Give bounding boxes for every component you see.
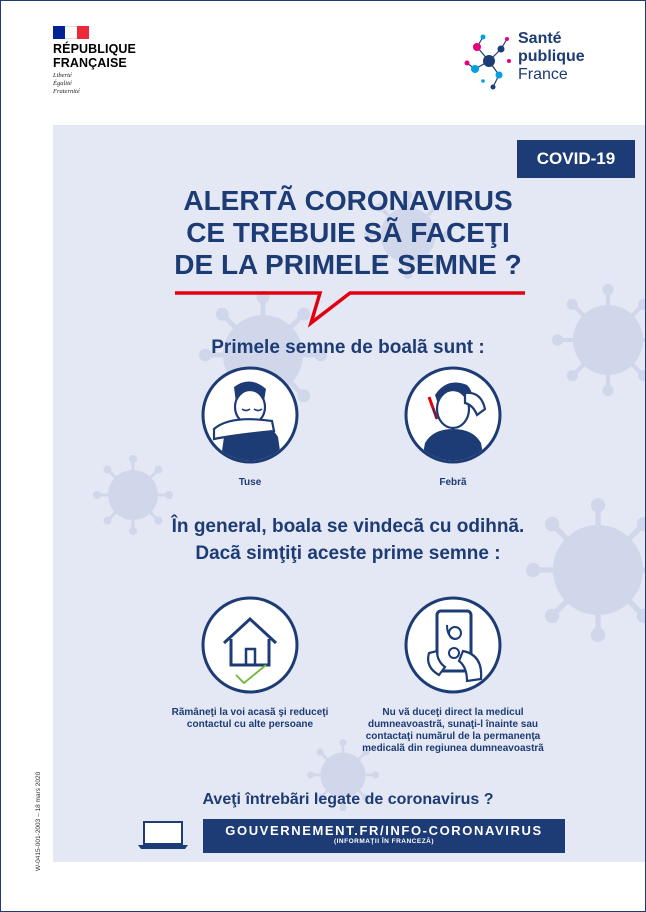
spf-line-sante: Santé (518, 30, 562, 47)
website-language-note: (INFORMAŢII ÎN FRANCEZĂ) (333, 838, 435, 845)
molecule-icon (463, 25, 515, 97)
republique-francaise-logo (53, 26, 153, 96)
title-line-3: DE LA PRIMELE SEMNE ? (174, 249, 522, 280)
title-line-2: CE TREBUIE SÃ FACEŢI (186, 217, 510, 248)
french-flag-icon (53, 26, 89, 39)
advice-heading-line-2: Dacã simţiţi aceste prime semne : (195, 543, 501, 564)
website-link[interactable] (203, 819, 565, 853)
rf-name: RÉPUBLIQUE FRANÇAISE (53, 42, 136, 70)
fever-label: Febrã (439, 477, 467, 488)
cough-label: Tuse (238, 477, 262, 488)
main-title (133, 185, 563, 281)
symptoms-heading: Primele semne de boalã sunt : (211, 337, 485, 358)
advice-heading (113, 513, 583, 567)
website-url[interactable]: GOUVERNEMENT.FR/INFO-CORONAVIRUS (225, 823, 543, 838)
rf-motto (53, 72, 153, 96)
questions-prompt: Aveţi întrebãri legate de coronavirus ? (202, 791, 494, 808)
speech-bubble-tail-icon (175, 289, 527, 329)
spf-line-publique: publique (518, 48, 585, 65)
phone-doctor-icon (403, 595, 503, 695)
content-panel (53, 125, 646, 862)
document-reference: W-0415-001-2003 – 18 mars 2020 (35, 771, 42, 871)
cough-icon (200, 365, 300, 465)
spf-name (518, 30, 585, 84)
spf-line-france: France (518, 66, 568, 83)
call-doctor-label: Nu vã duceţi direct la medicul dumneavoastrã, sunaţi-l înainte sau contactaţi numãrul de la permanenţa medicalã din regiunea dumneavoastrã (362, 707, 544, 754)
laptop-icon (138, 820, 188, 850)
sante-publique-france-logo (463, 25, 613, 97)
advice-heading-line-1: În general, boala se vindecã cu odihnã. (171, 516, 525, 537)
fever-icon (403, 365, 503, 465)
motto-liberte: Liberté (53, 72, 72, 79)
motto-egalite: Égalité (53, 80, 72, 87)
house-icon (200, 595, 300, 695)
stay-home-label: Rãmâneţi la voi acasã şi reduceţi contactul cu alte persoane (171, 707, 329, 730)
motto-fraternite: Fraternité (53, 88, 80, 95)
covid-19-badge: COVID-19 (517, 140, 635, 178)
title-line-1: ALERTÃ CORONAVIRUS (183, 185, 513, 216)
